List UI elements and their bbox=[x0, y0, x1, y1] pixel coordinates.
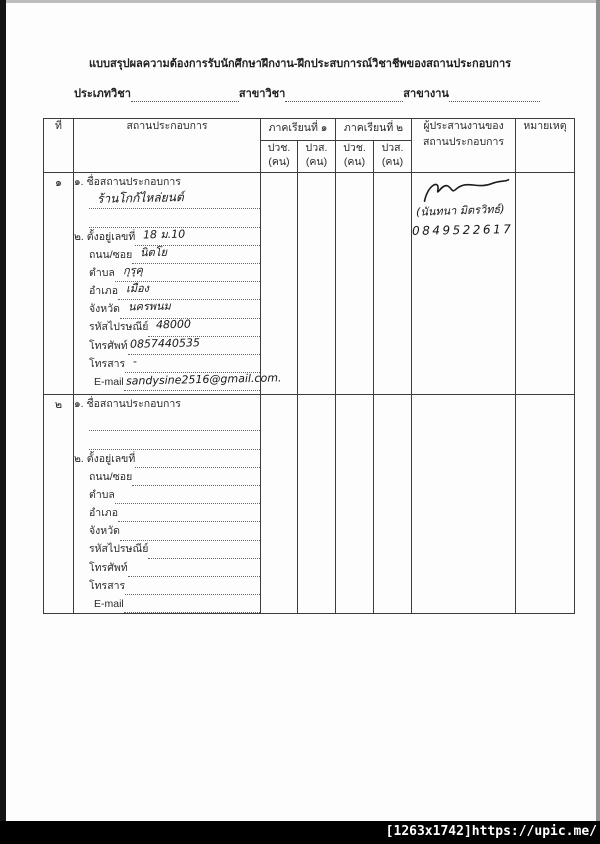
field-label: ๑. ชื่อสถานประกอบการ bbox=[74, 175, 181, 188]
dotted-line bbox=[115, 490, 260, 504]
field-label: E-mail bbox=[94, 598, 124, 611]
table-row bbox=[44, 173, 575, 395]
work-field-label: สาขางาน bbox=[403, 88, 449, 100]
field-label: โทรสาร bbox=[89, 357, 126, 370]
handwritten-email: sandysine2516@gmail.com. bbox=[125, 371, 282, 388]
dotted-line bbox=[128, 335, 260, 355]
dotted-line bbox=[124, 371, 282, 391]
col-header-remark: หมายเหตุ bbox=[516, 119, 575, 173]
road-line bbox=[74, 246, 260, 264]
high-voc-cert-label: ปวส. bbox=[381, 142, 404, 154]
voc-cert-count-t1 bbox=[261, 173, 298, 395]
fax-line bbox=[74, 577, 260, 595]
postcode-line bbox=[74, 541, 260, 559]
field-label: จังหวัด bbox=[89, 303, 120, 316]
establishment-name-extra-line bbox=[74, 431, 260, 449]
row-number: ๑ bbox=[44, 173, 74, 395]
persons-unit-label: (คน) bbox=[268, 156, 290, 169]
field-label: รหัสไปรษณีย์ bbox=[89, 321, 149, 334]
voc-cert-label: ปวช. bbox=[267, 142, 291, 154]
field-label: อำเภอ bbox=[89, 507, 119, 520]
address-line bbox=[74, 228, 260, 246]
dotted-line bbox=[118, 508, 260, 522]
table-row bbox=[44, 395, 575, 614]
handwritten-fax: - bbox=[133, 354, 138, 368]
coordinator-cell bbox=[412, 173, 516, 395]
col-header-high-voc-cert-t2 bbox=[374, 141, 412, 173]
scan-edge-top bbox=[0, 0, 600, 3]
col-header-voc-cert-t2 bbox=[336, 141, 374, 173]
field-label: ตำบล bbox=[89, 266, 115, 279]
coordinator-cell bbox=[412, 395, 516, 614]
field-label: ถนน/ซอย bbox=[89, 248, 133, 261]
col-header-voc-cert-t1 bbox=[261, 141, 298, 173]
col-header-no: ที่ bbox=[44, 119, 74, 173]
dotted-line bbox=[89, 417, 260, 431]
document-title: แบบสรุปผลความต้องการรับนักศึกษาฝึกงาน-ฝึกประสบการณ์วิชาชีพของสถานประกอบการ bbox=[88, 58, 512, 70]
address-line bbox=[74, 450, 260, 468]
handwritten-establishment-name: ร้านโกก้ไหล่ยนต์ bbox=[96, 190, 184, 207]
dotted-line bbox=[89, 436, 260, 450]
subdistrict-line bbox=[74, 264, 260, 282]
row-number: ๒ bbox=[44, 395, 74, 614]
phone-line bbox=[74, 559, 260, 577]
subject-type-dotted-line bbox=[131, 90, 239, 102]
scan-edge-left bbox=[0, 0, 6, 844]
dotted-line bbox=[120, 527, 260, 541]
dotted-line bbox=[135, 454, 260, 468]
field-label: ถนน/ซอย bbox=[89, 470, 133, 483]
persons-unit-label: (คน) bbox=[343, 156, 366, 169]
establishment-name-line bbox=[74, 395, 260, 413]
field-label: โทรศัพท์ bbox=[89, 561, 128, 574]
district-line bbox=[74, 504, 260, 522]
field-label: ๒. ตั้งอยู่เลขที่ bbox=[74, 230, 136, 243]
handwritten-subdistrict: กุรุคุ bbox=[122, 263, 143, 278]
handwritten-district: เมือง bbox=[125, 281, 150, 296]
subject-field-label: สาขาวิชา bbox=[238, 88, 286, 100]
field-label: อำเภอ bbox=[89, 285, 119, 298]
road-line bbox=[74, 468, 260, 486]
high-voc-cert-label: ปวส. bbox=[305, 142, 328, 154]
high-voc-cert-count-t2 bbox=[374, 173, 412, 395]
col-header-term1: ภาคเรียนที่ ๑ bbox=[261, 119, 336, 141]
persons-unit-label: (คน) bbox=[381, 156, 404, 169]
voc-cert-count-t1 bbox=[261, 395, 298, 614]
establishment-details-cell bbox=[74, 395, 261, 614]
persons-unit-label: (คน) bbox=[305, 156, 328, 169]
field-label: ๑. ชื่อสถานประกอบการ bbox=[74, 397, 181, 410]
image-host-watermark-bar bbox=[0, 821, 600, 844]
subject-field-dotted-line bbox=[285, 90, 403, 102]
subdistrict-line bbox=[74, 486, 260, 504]
establishment-details-cell bbox=[74, 173, 282, 395]
summary-table bbox=[43, 118, 575, 614]
field-label: โทรศัพท์ bbox=[89, 339, 128, 352]
handwritten-coordinator-name: (นันทนา มิตรวิทธ์) bbox=[415, 202, 505, 219]
phone-line bbox=[74, 337, 260, 355]
email-line bbox=[74, 595, 260, 613]
subject-type-label: ประเภทวิชา bbox=[74, 88, 131, 100]
high-voc-cert-count-t1 bbox=[298, 395, 336, 614]
col-header-establishment: สถานประกอบการ bbox=[74, 119, 261, 173]
field-label: E-mail bbox=[94, 376, 124, 389]
field-label: รหัสไปรษณีย์ bbox=[89, 543, 149, 556]
watermark-text: [1263x1742]https://upic.me/ bbox=[385, 824, 597, 839]
province-line bbox=[74, 522, 260, 540]
establishment-name-value-line bbox=[74, 413, 260, 431]
handwritten-postcode: 48000 bbox=[156, 318, 192, 332]
handwritten-road: นิตโย bbox=[140, 245, 168, 260]
field-label: ตำบล bbox=[89, 488, 115, 501]
field-label: โทรสาร bbox=[89, 579, 126, 592]
establishment-name-extra-line bbox=[74, 209, 260, 227]
dotted-line bbox=[124, 599, 260, 613]
dotted-line bbox=[125, 581, 260, 595]
dotted-line bbox=[128, 563, 260, 577]
col-header-term2: ภาคเรียนที่ ๒ bbox=[336, 119, 412, 141]
voc-cert-count-t2 bbox=[336, 173, 374, 395]
dotted-line bbox=[132, 472, 260, 486]
voc-cert-label: ปวช. bbox=[343, 142, 366, 154]
scan-edge-right bbox=[596, 0, 600, 844]
field-label: ๒. ตั้งอยู่เลขที่ bbox=[74, 452, 136, 465]
handwritten-coordinator-phone: 0849522617 bbox=[411, 222, 514, 238]
dotted-line bbox=[148, 545, 260, 559]
col-header-coordinator: ผู้ประสานงานของ สถานประกอบการ bbox=[412, 119, 516, 173]
email-line bbox=[74, 371, 282, 391]
high-voc-cert-count-t1 bbox=[298, 173, 336, 395]
handwritten-address: 18 ม.10 bbox=[143, 227, 186, 241]
col-header-high-voc-cert-t1 bbox=[298, 141, 336, 173]
dotted-line bbox=[132, 245, 260, 264]
remark-cell bbox=[516, 173, 575, 395]
work-field-dotted-line bbox=[449, 90, 540, 102]
high-voc-cert-count-t2 bbox=[374, 395, 412, 614]
field-label: จังหวัด bbox=[89, 525, 120, 538]
dotted-line bbox=[89, 190, 260, 209]
subtitle-fields-row bbox=[74, 84, 540, 102]
establishment-name-value-line bbox=[74, 191, 260, 209]
handwritten-phone: 0857440535 bbox=[129, 335, 200, 351]
handwritten-province: นครพนม bbox=[127, 299, 171, 314]
voc-cert-count-t2 bbox=[336, 395, 374, 614]
remark-cell bbox=[516, 395, 575, 614]
